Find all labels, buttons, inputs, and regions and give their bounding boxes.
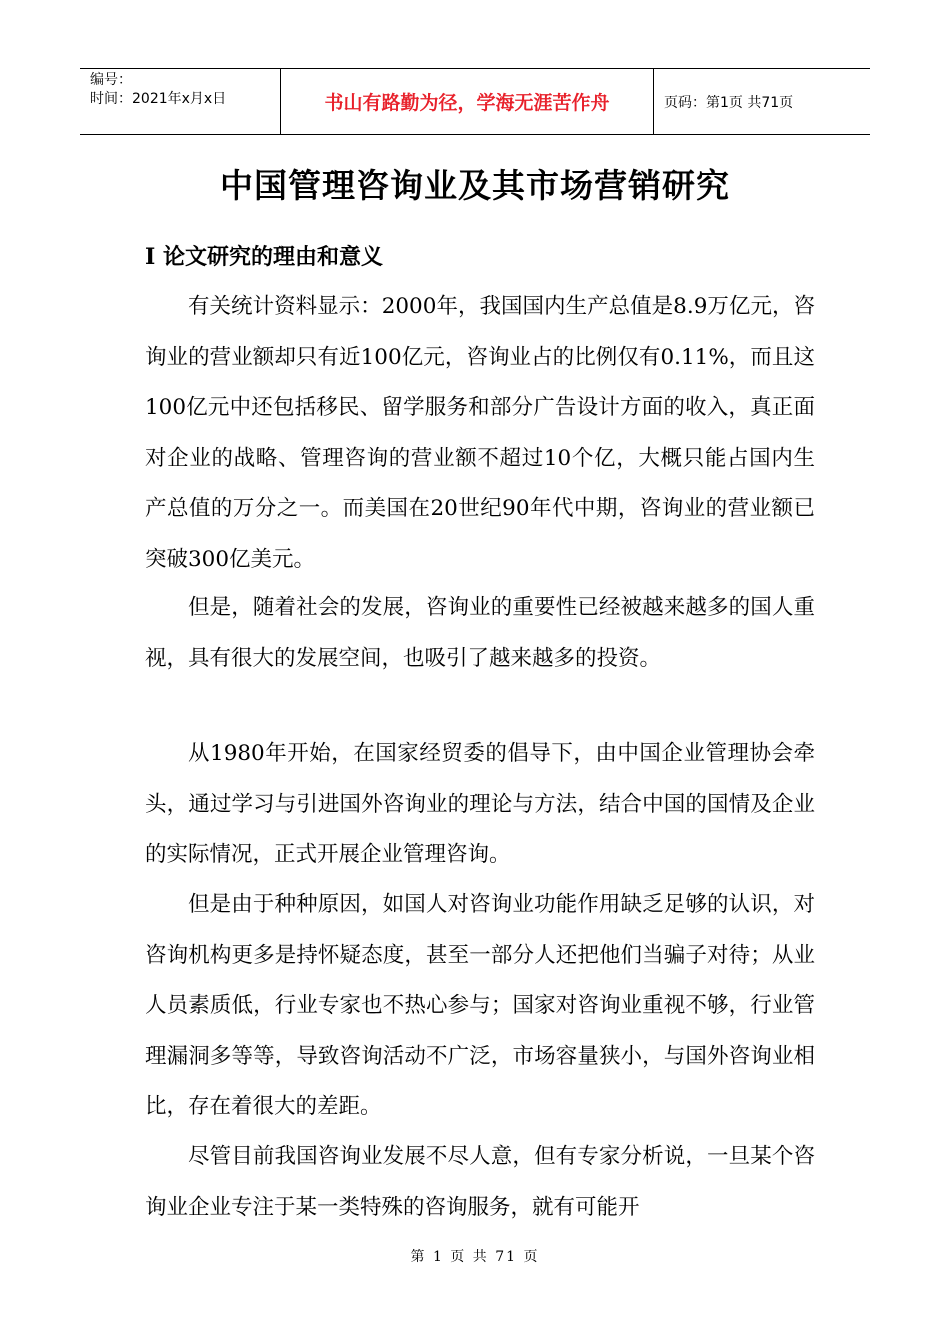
document-header: [80, 68, 870, 135]
header-page-info: 页码：第1页 共71页: [664, 94, 794, 111]
header-meta: [80, 69, 281, 134]
document-title: 中国管理咨询业及其市场营销研究: [220, 166, 730, 205]
number-label: 编号：: [90, 72, 132, 88]
paragraph: 尽管目前我国咨询业发展不尽人意，但有专家分析说，一旦某个咨询业企业专注于某一类特殊的咨询服务，就有可能开: [145, 1144, 815, 1220]
paragraph: 有关统计资料显示：2000年，我国国内生产总值是8.9万亿元，咨询业的营业额却只有近100亿元，咨询业占的比例仅有0.11%，而且这100亿元中还包括移民、留学服务和部分广告设计方面的收入，真正面对企业的战略、管理咨询的营业额不超过10个亿，大概只能占国内生产总值的万分之一。而美国在20世纪90年代中期，咨询业的营业额已突破300亿美元。: [145, 294, 815, 572]
page-footer: 第 1 页 共 71 页: [410, 1249, 540, 1265]
paragraph: 但是，随着社会的发展，咨询业的重要性已经被越来越多的国人重视，具有很大的发展空间，也吸引了越来越多的投资。: [145, 595, 815, 671]
header-motto: 书山有路勤为径，学海无涯苦作舟: [281, 69, 654, 134]
section-heading: I 论文研究的理由和意义: [145, 244, 383, 270]
date-label: 时间：2021年x月x日: [90, 91, 227, 107]
paragraph: 但是由于种种原因，如国人对咨询业功能作用缺乏足够的认识，对咨询机构更多是持怀疑态度，甚至一部分人还把他们当骗子对待；从业人员素质低，行业专家也不热心参与；国家对咨询业重视不够，行业管理漏洞多等等，导致咨询活动不广泛，市场容量狭小，与国外咨询业相比，存在着很大的差距。: [145, 892, 815, 1119]
paragraph: 从1980年开始，在国家经贸委的倡导下，由中国企业管理协会牵头，通过学习与引进国外咨询业的理论与方法，结合中国的国情及企业的实际情况，正式开展企业管理咨询。: [145, 741, 815, 867]
